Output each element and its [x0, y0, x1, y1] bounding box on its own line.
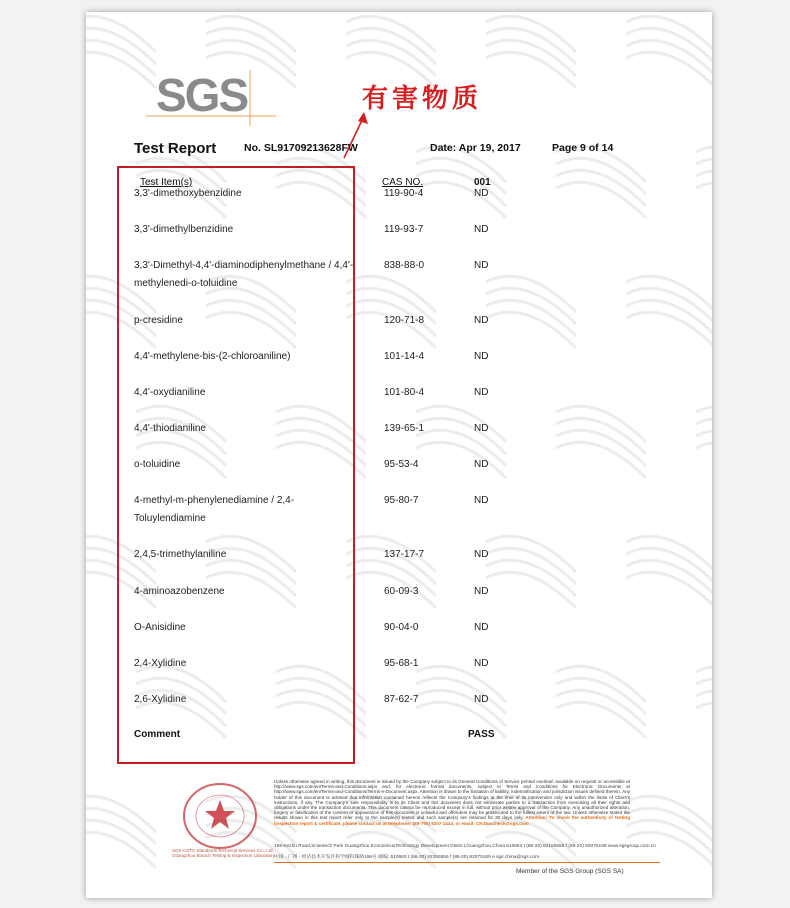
watermark-stroke	[416, 678, 506, 714]
watermark-stroke	[626, 288, 712, 324]
cas-number: 139-65-1	[384, 423, 425, 434]
result: ND	[474, 658, 489, 669]
watermark-stroke	[206, 16, 296, 52]
watermark-stroke	[696, 690, 712, 726]
watermark-stroke	[556, 158, 646, 194]
watermark-stroke	[416, 182, 506, 218]
cas-number: 120-71-8	[384, 315, 425, 326]
watermark-stroke	[86, 832, 156, 868]
report-page	[86, 12, 712, 898]
watermark-stroke	[696, 418, 712, 454]
cas-number: 101-14-4	[384, 351, 425, 362]
column-header-sample: 001	[474, 177, 491, 188]
report-title: Test Report	[134, 140, 217, 157]
highlight-box	[117, 166, 355, 764]
address-chinese: 中国 · 广州 · 经济技术开发区科学城科珠路198号 邮编: 510663 t (86-20) 82155555 f (86-20) 82075169 e sgs.china@sgs.com	[274, 855, 540, 860]
cas-number: 90-04-0	[384, 622, 419, 633]
watermark-stroke	[556, 418, 646, 454]
test-item: 2,4-Xylidine	[134, 658, 187, 669]
watermark-stroke	[416, 442, 506, 478]
watermark-stroke	[626, 312, 712, 348]
watermark-stroke	[86, 808, 156, 844]
cas-number: 87-62-7	[384, 694, 419, 705]
disclaimer-text: Unless otherwise agreed in writing, this document is issued by the Company subject to its General Conditions of Service printed overleaf, available on request or accessible at http://www.sgs.com/en/Terms-and-Conditions.aspx and, for electronic format documents, subject to Terms and Conditions for Electronic Documents at http://www.sgs.com/en/Terms-and-Conditions/Terms-e-Document.aspx. Attention is drawn to the limitation of liability, indemnification and jurisdiction issues defined therein. Any holder of this document is advised that information contained hereon reflects the Company's findings at the time of its intervention only and within the limits of Client's instructions, if any. The Company's sole responsibility is to its Client and this document does not exonerate parties to a transaction from exercising all their rights and obligations under the transaction documents. This document cannot be reproduced except in full, without prior written approval of the Company. Any unauthorized alteration, forgery or falsification of the content or appearance of this document is unlawful and offenders may be prosecuted to the fullest extent of the law. Unless otherwise stated the results shown in this test report refer only to the sample(s) tested and such sample(s) are retained for 30 days only.	[274, 779, 630, 821]
watermark-stroke	[556, 702, 646, 738]
watermark-stroke	[416, 430, 506, 466]
seal-caption	[172, 848, 275, 858]
watermark-stroke	[626, 572, 712, 608]
watermark-stroke	[416, 666, 506, 702]
result: ND	[474, 188, 489, 199]
result: ND	[474, 694, 489, 705]
watermark-stroke	[346, 40, 436, 76]
page-number: Page 9 of 14	[552, 142, 614, 154]
watermark-stroke	[416, 690, 506, 726]
watermark-stroke	[556, 666, 646, 702]
watermark-stroke	[626, 16, 712, 52]
attention-text: Attention: To check the authenticity of testing /inspection report & certificate, please contact us at telephone: (86-755) 8307 1443, or email: CN.Doccheck@sgs.com	[274, 815, 631, 826]
watermark-stroke	[346, 28, 436, 64]
watermark-stroke	[416, 418, 506, 454]
watermark-stroke	[206, 28, 296, 64]
member-text: Member of the SGS Group (SGS SA)	[516, 868, 624, 875]
watermark-stroke	[556, 170, 646, 206]
result: ND	[474, 315, 489, 326]
column-header-cas: CAS NO.	[382, 177, 424, 188]
watermark-stroke	[556, 430, 646, 466]
cas-number: 137-17-7	[384, 549, 425, 560]
watermark-stroke	[626, 276, 712, 312]
watermark-stroke	[696, 702, 712, 738]
test-item: 4-aminoazobenzene	[134, 586, 225, 597]
watermark-stroke	[486, 52, 576, 88]
watermark-stroke	[696, 678, 712, 714]
watermark-stroke	[556, 442, 646, 478]
watermark-stroke	[486, 560, 576, 596]
result: ND	[474, 622, 489, 633]
test-item: 4,4'-oxydianiline	[134, 387, 206, 398]
test-item: 2,6-Xylidine	[134, 694, 187, 705]
test-item: 3,3'-dimethylbenzidine	[134, 224, 234, 235]
watermark-stroke	[696, 406, 712, 442]
cas-number: 95-68-1	[384, 658, 419, 669]
result: ND	[474, 495, 489, 506]
annotation-arrow-icon	[338, 110, 378, 162]
cas-number: 60-09-3	[384, 586, 419, 597]
result: ND	[474, 586, 489, 597]
watermark-stroke	[556, 406, 646, 442]
watermark-stroke	[626, 560, 712, 596]
watermark-stroke	[696, 158, 712, 194]
watermark-stroke	[556, 678, 646, 714]
test-item: O-Anisidine	[134, 622, 186, 633]
watermark-stroke	[626, 536, 712, 572]
watermark-stroke	[626, 548, 712, 584]
watermark-stroke	[556, 182, 646, 218]
watermark-stroke	[556, 690, 646, 726]
result: ND	[474, 224, 489, 235]
watermark-stroke	[486, 572, 576, 608]
test-item: 3,3'-dimethoxybenzidine	[134, 188, 242, 199]
watermark-stroke	[416, 406, 506, 442]
company-seal-icon	[180, 780, 260, 852]
logo-text: SGS	[156, 69, 248, 121]
test-item: 3,3'-Dimethyl-4,4'-diaminodiphenylmethane / 4,4'-methylenedi-o-toluidine	[134, 260, 354, 289]
watermark-stroke	[626, 28, 712, 64]
cas-number: 95-53-4	[384, 459, 419, 470]
sgs-logo	[146, 66, 266, 126]
result: ND	[474, 459, 489, 470]
seal-line-1: SGS-CSTC Standards Technical Services Co., Ltd.	[172, 848, 274, 853]
cas-number: 838-88-0	[384, 260, 425, 271]
watermark-stroke	[416, 170, 506, 206]
watermark-stroke	[626, 300, 712, 336]
watermark-stroke	[346, 16, 436, 52]
watermark-stroke	[626, 808, 712, 844]
watermark-stroke	[486, 28, 576, 64]
watermark-stroke	[626, 52, 712, 88]
result: ND	[474, 423, 489, 434]
result: ND	[474, 351, 489, 362]
test-item: 4,4'-thiodianiline	[134, 423, 206, 434]
watermark-stroke	[486, 276, 576, 312]
watermark-stroke	[696, 170, 712, 206]
test-item: o-toluidine	[134, 459, 181, 470]
test-item: 4,4'-methylene-bis-(2-chloroaniline)	[134, 351, 291, 362]
test-item: 2,4,5-trimethylaniline	[134, 549, 227, 560]
watermark-stroke	[626, 40, 712, 76]
watermark-stroke	[486, 548, 576, 584]
comment-value: PASS	[468, 729, 495, 740]
watermark-stroke	[696, 182, 712, 218]
test-item: p-cresidine	[134, 315, 183, 326]
cas-number: 101-80-4	[384, 387, 425, 398]
watermark-stroke	[696, 146, 712, 182]
report-date: Date: Apr 19, 2017	[430, 142, 521, 154]
watermark-stroke	[86, 796, 156, 832]
cas-number: 119-90-4	[384, 188, 424, 199]
watermark-stroke	[86, 820, 156, 856]
result: ND	[474, 549, 489, 560]
watermark-stroke	[696, 666, 712, 702]
watermark-stroke	[486, 40, 576, 76]
watermark-stroke	[486, 312, 576, 348]
cas-number: 95-80-7	[384, 495, 419, 506]
footer-divider	[274, 862, 660, 863]
watermark-stroke	[626, 820, 712, 856]
comment-label: Comment	[134, 729, 181, 740]
watermark-stroke	[696, 442, 712, 478]
watermark-stroke	[486, 536, 576, 572]
watermark-stroke	[486, 300, 576, 336]
watermark-stroke	[486, 16, 576, 52]
footer-disclaimer	[274, 779, 630, 826]
watermark-stroke	[486, 288, 576, 324]
column-header-item: Test Item(s)	[140, 177, 193, 188]
annotation-label: 有害物质	[362, 84, 483, 114]
test-item: 4-methyl-m-phenylenediamine / 2,4-Toluylendiamine	[134, 495, 295, 524]
result: ND	[474, 260, 489, 271]
cas-number: 119-93-7	[384, 224, 424, 235]
result: ND	[474, 387, 489, 398]
watermark-stroke	[696, 430, 712, 466]
watermark-stroke	[416, 158, 506, 194]
watermark-stroke	[626, 796, 712, 832]
watermark-stroke	[86, 16, 156, 52]
watermark-stroke	[86, 28, 156, 64]
seal-line-2: Guangzhou Branch Testing & Inspection Laboratory	[172, 853, 275, 859]
address-english: 198 Kezhu Road,Scientech Park Guangzhou Economic&Technology Development District,Guangzhou,China 510663 t (86-20) 82155555 f (86-20) 82075169 www.sgsgroup.com.cn	[274, 844, 656, 849]
report-number: No. SL91709213628FW	[244, 142, 358, 154]
